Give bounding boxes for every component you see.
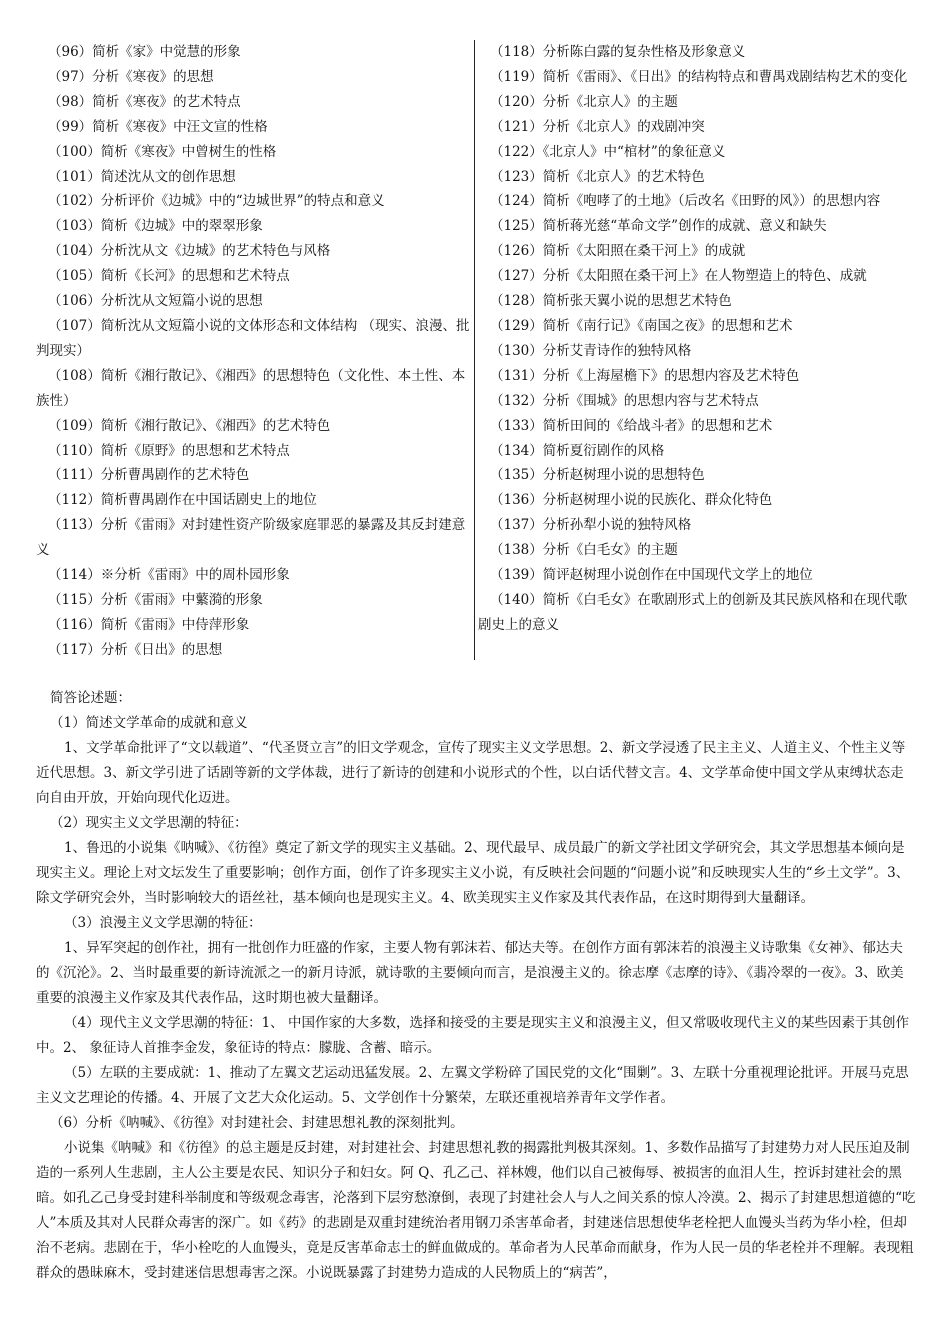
left-question-item <box>36 364 472 414</box>
left-question-item <box>36 90 472 115</box>
right-question-item <box>478 65 916 90</box>
left-question-item-text: （98）简析《寒夜》的艺术特点 <box>48 93 241 110</box>
section-title: 简答论述题： <box>50 690 131 706</box>
right-question-item <box>478 189 916 214</box>
left-question-item-text: （105）简析《长河》的思想和艺术特点 <box>48 268 290 285</box>
left-question-item-text: （96）简析《家》中觉慧的形象 <box>48 44 241 60</box>
right-question-item <box>478 339 916 364</box>
answer-3-title: （3）浪漫主义文学思潮的特征： <box>64 915 262 931</box>
answer-4-body: （4）现代主义文学思潮的特征：1、 中国作家的大多数，选择和接受的主要是现实主义和浪漫主义，但又常吸收现代主义的某些因素于其创作中。2、 象征诗人首推李金发，象征诗的特点：朦胧、含蓄、暗示。 <box>36 1015 909 1056</box>
right-question-item <box>478 40 916 65</box>
answer-5-body: （5）左联的主要成就：1、推动了左翼文艺运动迅猛发展。2、左翼文学粉碎了国民党的文化“围剿”。3、左联十分重视理论批评。开展马克思主义文艺理论的传播。4、开展了文艺大众化运动。5、文学创作十分繁荣，左联还重视培养青年文学作者。 <box>36 1065 909 1106</box>
right-question-item <box>478 364 916 389</box>
left-question-item <box>36 513 472 563</box>
right-question-item-text: （131）分析《上海屋檐下》的思想内容及艺术特色 <box>490 367 800 384</box>
left-question-item-text: （100）简析《寒夜》中曾树生的性格 <box>48 143 277 160</box>
left-question-item-text: （97）分析《寒夜》的思想 <box>48 68 214 85</box>
left-question-item-text: （107）简析沈从文短篇小说的文体形态和文体结构 （现实、浪漫、批判现实） <box>36 317 470 359</box>
left-question-item-text: （117）分析《日出》的思想 <box>48 641 223 658</box>
right-question-item-text: （121）分析《北京人》的戏剧冲突 <box>490 118 705 135</box>
question-list <box>36 40 916 660</box>
left-question-item <box>36 414 472 439</box>
left-question-item-text: （106）分析沈从文短篇小说的思想 <box>48 293 263 310</box>
right-question-item <box>478 513 916 538</box>
right-question-item <box>478 389 916 414</box>
left-question-item <box>36 613 472 638</box>
right-question-item-text: （139）简评赵树理小说创作在中国现代文学上的地位 <box>490 567 813 584</box>
answer-2-body: 1、鲁迅的小说集《呐喊》、《彷徨》奠定了新文学的现实主义基础。2、现代最早、成员最广的新文学社团文学研究会，其文学思想基本倾向是现实主义。理论上对文坛发生了重要影响；创作方面，创作了许多现实主义小说，有反映社会问题的“问题小说”和反映现实人生的“乡土文学”。3、除文学研究会外，当时影响较大的语丝社，基本倾向也是现实主义。4、欧美现实主义作家及其代表作品，在这时期得到大量翻译。 <box>36 840 910 906</box>
right-question-item <box>478 538 916 563</box>
left-question-item <box>36 314 472 364</box>
left-question-item <box>36 463 472 488</box>
right-question-item <box>478 165 916 190</box>
right-question-item-text: （120）分析《北京人》的主题 <box>490 93 678 110</box>
left-question-item-text: （99）简析《寒夜》中汪文宣的性格 <box>48 118 268 135</box>
right-question-item-text: （125）简析蒋光慈“革命文学”创作的成就、意义和缺失 <box>490 218 827 235</box>
right-question-item <box>478 439 916 464</box>
right-column <box>478 40 916 638</box>
left-question-item-text: （115）分析《雷雨》中蘩漪的形象 <box>48 591 263 608</box>
right-question-item-text: （123）简析《北京人》的艺术特色 <box>490 168 705 185</box>
right-question-item-text: （127）分析《太阳照在桑干河上》在人物塑造上的特色、成就 <box>490 268 867 285</box>
right-question-item-text: （132）分析《围城》的思想内容与艺术特点 <box>490 392 759 409</box>
left-question-item <box>36 40 472 65</box>
left-question-item <box>36 239 472 264</box>
left-question-item <box>36 563 472 588</box>
right-question-item-text: （137）分析孙犁小说的独特风格 <box>490 517 692 534</box>
left-question-item <box>36 140 472 165</box>
left-question-item-text: （108）简析《湘行散记》、《湘西》的思想特色（文化性、本土性、本族性） <box>36 367 466 409</box>
answer-6-body: 小说集《呐喊》和《彷徨》的总主题是反封建，对封建社会、封建思想礼教的揭露批判极其深刻。1、多数作品描写了封建势力对人民压迫及制造的一系列人生悲剧，主人公主要是农民、知识分子和妇女。阿 Q、孔乙己、祥林嫂，他们以自己被侮辱、被损害的血泪人生，控诉封建社会的黑暗。如孔乙己身受封建科举制度和等级观念毒害，沦落到下层穷愁潦倒，表现了封建社会人与人之间关系的惊人冷漠。2、揭示了封建思想道德的“吃人”本质及其对人民群众毒害的深广。如《药》的悲剧是双重封建统治者用钢刀杀害革命者，封建迷信思想使华老栓把人血馒头当药为华小栓，但却治不老病。悲剧在于，华小栓吃的人血馒头，竟是反害革命志士的鲜血做成的。革命者为人民革命而献身，作为人民一员的华老栓并不理解。表现粗群众的愚昧麻木，受封建迷信思想毒害之深。小说既暴露了封建势力造成的人民物质上的“病苦”， <box>36 1140 916 1281</box>
right-question-item-text: （126）简析《太阳照在桑干河上》的成就 <box>490 243 746 260</box>
left-question-item-text: （109）简析《湘行散记》、《湘西》的艺术特色 <box>48 417 331 434</box>
right-question-item <box>478 214 916 239</box>
right-question-item-text: （119）简析《雷雨》、《日出》的结构特点和曹禺戏剧结构艺术的变化 <box>490 68 908 85</box>
right-question-item <box>478 563 916 588</box>
right-question-item <box>478 414 916 439</box>
left-question-item <box>36 439 472 464</box>
left-question-item <box>36 189 472 214</box>
right-question-item-text: （140）简析《白毛女》在歌剧形式上的创新及其民族风格和在现代歌剧史上的意义 <box>478 591 908 633</box>
left-question-item-text: （114）※分析《雷雨》中的周朴园形象 <box>48 567 290 584</box>
right-question-item-text: （136）分析赵树理小说的民族化、群众化特色 <box>490 492 773 509</box>
right-question-item <box>478 588 916 638</box>
right-question-item <box>478 90 916 115</box>
left-column <box>36 40 472 663</box>
right-question-item-text: （129）简析《南行记》《南国之夜》的思想和艺术 <box>490 317 793 334</box>
right-question-item-text: （118）分析陈白露的复杂性格及形象意义 <box>490 44 746 60</box>
right-question-item-text: （135）分析赵树理小说的思想特色 <box>490 467 705 484</box>
right-question-item-text: （124）简析《咆哮了的土地》（后改名《田野的风》）的思想内容 <box>490 193 881 210</box>
answer-2-title: （2）现实主义文学思潮的特征： <box>50 815 248 831</box>
left-question-item <box>36 165 472 190</box>
left-question-item-text: （102）分析评价《边城》中的“边城世界”的特点和意义 <box>48 193 385 210</box>
right-question-item-text: （134）简析夏衍剧作的风格 <box>490 442 665 459</box>
right-question-item <box>478 140 916 165</box>
right-question-item-text: （133）简析田间的《给战斗者》的思想和艺术 <box>490 417 773 434</box>
left-question-item-text: （112）简析曹禺剧作在中国话剧史上的地位 <box>48 492 317 509</box>
column-divider <box>474 40 475 660</box>
left-question-item <box>36 264 472 289</box>
answer-6-title: （6）分析《呐喊》、《彷徨》对封建社会、封建思想礼教的深刻批判。 <box>50 1115 464 1131</box>
left-question-item-text: （113）分析《雷雨》对封建性资产阶级家庭罪恶的暴露及其反封建意义 <box>36 517 466 559</box>
right-question-item-text: （138）分析《白毛女》的主题 <box>490 542 678 559</box>
left-question-item-text: （110）简析《原野》的思想和艺术特点 <box>48 442 290 459</box>
left-question-item <box>36 488 472 513</box>
left-question-item <box>36 588 472 613</box>
right-question-item-text: （122）《北京人》中“棺材”的象征意义 <box>490 143 726 160</box>
left-question-item <box>36 289 472 314</box>
left-question-item-text: （111）分析曹禺剧作的艺术特色 <box>48 467 250 484</box>
right-question-item <box>478 289 916 314</box>
left-question-item-text: （104）分析沈从文《边城》的艺术特色与风格 <box>48 243 331 260</box>
answer-section <box>36 686 916 1286</box>
right-question-item <box>478 264 916 289</box>
right-question-item-text: （128）简析张天翼小说的思想艺术特色 <box>490 293 732 310</box>
right-question-item <box>478 463 916 488</box>
left-question-item-text: （101）简述沈从文的创作思想 <box>48 168 236 185</box>
left-question-item <box>36 214 472 239</box>
left-question-item <box>36 65 472 90</box>
right-question-item <box>478 115 916 140</box>
answer-3-body: 1、异军突起的创作社，拥有一批创作力旺盛的作家，主要人物有郭沫若、郁达夫等。在创作方面有郭沫若的浪漫主义诗歌集《女神》、郁达夫的《沉沦》。2、当时最重要的新诗流派之一的新月诗派，就诗歌的主要倾向而言，是浪漫主义的。徐志摩《志摩的诗》、《翡冷翠的一夜》。3、欧美重要的浪漫主义作家及其代表作品，这时期也被大量翻译。 <box>36 940 904 1006</box>
right-question-item-text: （130）分析艾青诗作的独特风格 <box>490 342 692 359</box>
answer-1-body: 1、文学革命批评了“文以载道”、“代圣贤立言”的旧文学观念，宣传了现实主义文学思想。2、新文学浸透了民主主义、人道主义、个性主义等近代思想。3、新文学引进了话剧等新的文学体裁，进行了新诗的创建和小说形式的个性，以白话代替文言。4、文学革命使中国文学从束缚状态走向自由开放，开始向现代化迈进。 <box>36 740 906 806</box>
answer-1-title: （1）简述文学革命的成就和意义 <box>50 715 248 731</box>
left-question-item <box>36 638 472 663</box>
left-question-item-text: （116）简析《雷雨》中侍萍形象 <box>48 616 250 633</box>
right-question-item <box>478 314 916 339</box>
left-question-item <box>36 115 472 140</box>
right-question-item <box>478 239 916 264</box>
right-question-item <box>478 488 916 513</box>
left-question-item-text: （103）简析《边城》中的翠翠形象 <box>48 218 263 235</box>
